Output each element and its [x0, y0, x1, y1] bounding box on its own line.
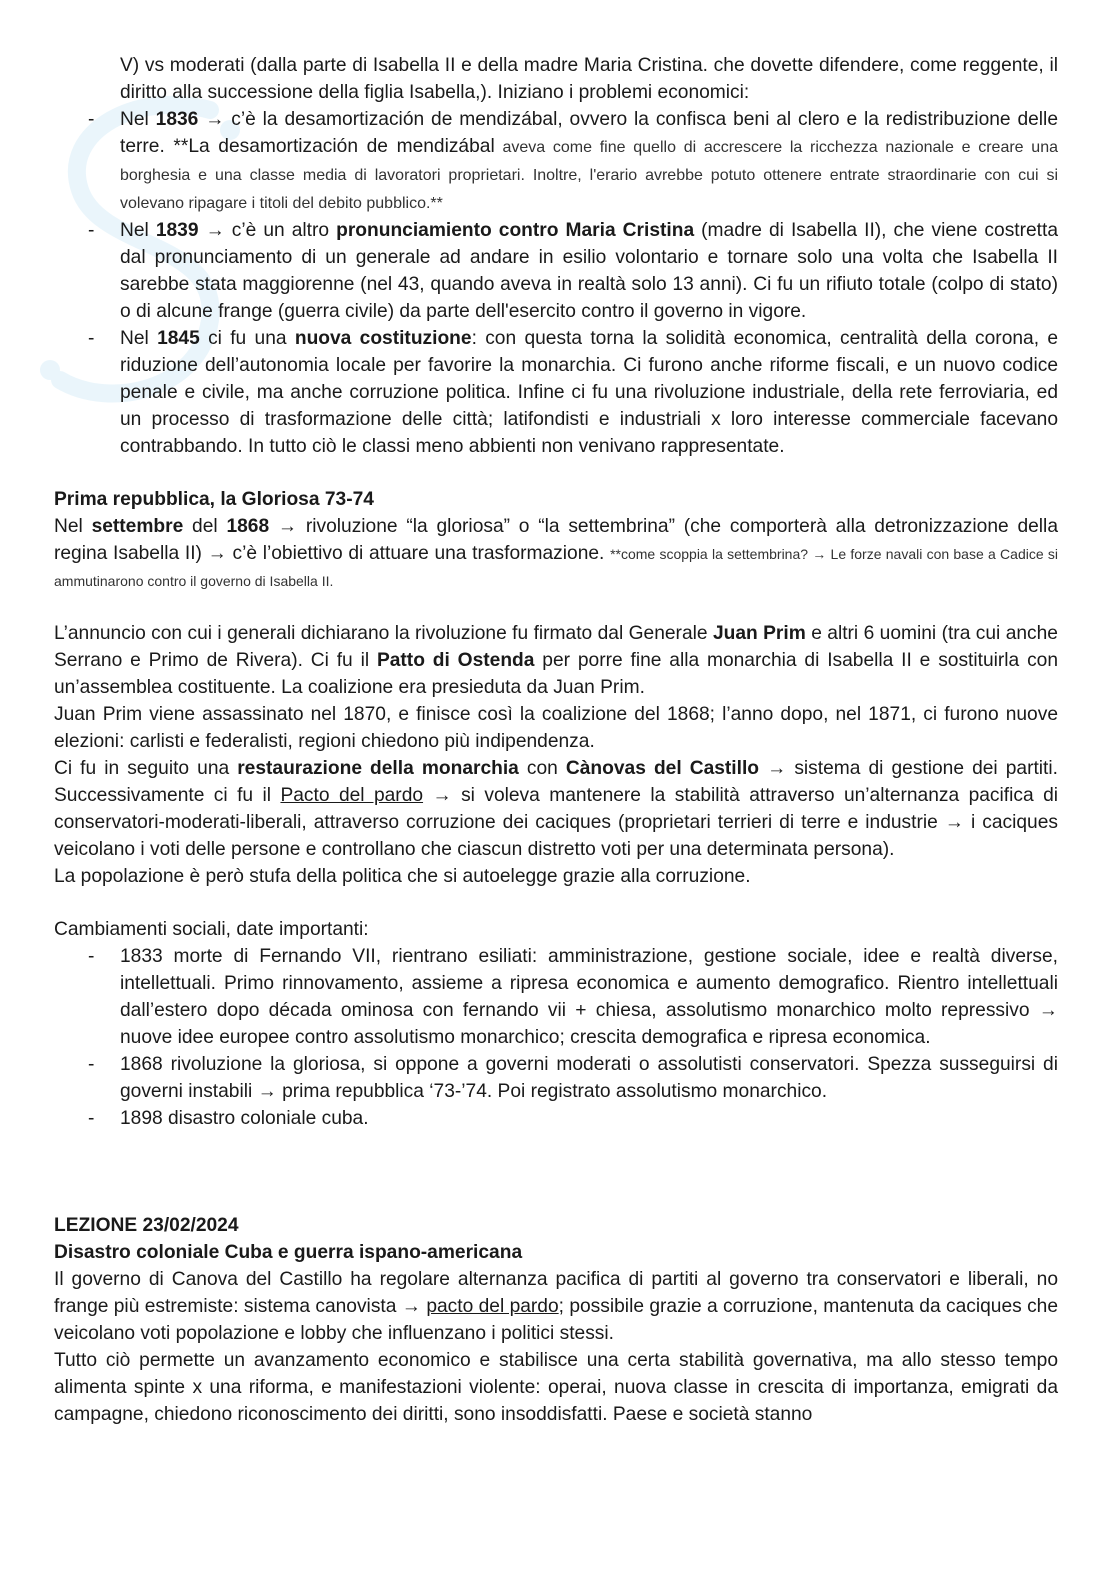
list-item-1845: - Nel 1845 ci fu una nuova costituzione: con questa torna la solidità economica, centralità della corona, e riduzione dell’autonomia locale per favorire la monarchia. Ci furono anche riforme fiscali, e un nuovo codice penale e civile, ma anche corruzione politica. Infine ci fu una rivoluzione industriale, della rete ferroviaria, ed un processo di trasformazione delle città; latifondisti e industriali x loro interesse commerciale facevano contrabbando. In tutto ciò le classi meno abbienti non venivano rappresentate. — [54, 325, 1058, 460]
paragraph-settembre-1868: Nel settembre del 1868 → rivoluzione “la gloriosa” o “la settembrina” (che comporterà alla detronizzazione della regina Isabella II) → c’è l’obiettivo di attuare una trasformazione. **come scoppia la settembrina? → Le forze navali con base a Cadice si ammutinarono contro il governo di Isabella II. — [54, 516, 1058, 589]
lesson-heading: LEZIONE 23/02/2024 — [54, 1215, 239, 1236]
paragraph-assassinio: Juan Prim viene assassinato nel 1870, e finisce così la coalizione del 1868; l’anno dopo, nel 1871, ci furono nuove elezioni: carlisti e federalisti, regioni chiedono più indipendenza. — [54, 704, 1058, 752]
events-list — [54, 106, 1058, 460]
list-item: - 1898 disastro coloniale cuba. — [54, 1105, 1058, 1132]
section-title-disastro-cuba: Disastro coloniale Cuba e guerra ispano-americana — [54, 1242, 523, 1263]
paragraph-avanzamento: Tutto ciò permette un avanzamento economico e stabilisce una certa stabilità governativa, ma allo stesso tempo alimenta spinte x una riforma, e manifestazioni violente: operai, nuova classe in crescita di importanza, emigrati da campagne, chiedono riconoscimento dei diritti, sono insoddisfatti. Paese e società stanno — [54, 1350, 1058, 1425]
list-item-1839: - Nel 1839 → c’è un altro pronunciamiento contro Maria Cristina (madre di Isabella II), che viene costretta dal pronunciamento di un generale ad andare in esilio volontario e tornare solo una volta che Isabella II sarebbe stata maggiorenne (nel 43, quando aveva in realtà solo 13 anni). Ci fu un rifiuto totale (colpo di stato) o di alcune frange (guerra civile) da parte dell'esercito contro il governo in vigore. — [54, 217, 1058, 325]
list-item-1836: - Nel 1836 → c’è la desamortización de mendizábal, ovvero la confisca beni al clero e la redistribuzione delle terre. **La desamortización de mendizábal aveva come fine quello di accrescere la ricchezza nazionale e creare una borghesia e una classe media di lavoratori proprietari. Inoltre, l'erario avrebbe potuto ottenere entrate straordinarie con cui si volevano ripagare i titoli del debito pubblico.** — [54, 106, 1058, 217]
paragraph-popolazione: La popolazione è però stufa della politica che si autoelegge grazie alla corruzione. — [54, 866, 751, 887]
note-settembrina: **come scoppia la settembrina? → Le forze navali con base a Cadice si ammutinarono contro il governo di Isabella II. — [54, 546, 1058, 589]
paragraph-cambiamenti-intro: Cambiamenti sociali, date importanti: — [54, 919, 369, 940]
section-title-prima-repubblica: Prima repubblica, la Gloriosa 73-74 — [54, 489, 374, 510]
cambiamenti-list — [54, 943, 1058, 1132]
note-desamortizacion: aveva come fine quello di accrescere la ricchezza nazionale e creare una borghesia e una classe media di lavoratori proprietari. Inoltre, l'erario avrebbe potuto ottenere entrate straordinarie con cui si volevano ripagare i titoli del debito pubblico.** — [120, 139, 1058, 212]
paragraph-juan-prim: L’annuncio con cui i generali dichiarano la rivoluzione fu firmato dal Generale Juan Prim e altri 6 uomini (tra cui anche Serrano e Primo de Rivera). Ci fu il Patto di Ostenda per porre fine alla monarchia di Isabella II e sostituirla con un’assemblea costituente. La coalizione era presieduta da Juan Prim. — [54, 623, 1059, 698]
list-item: - 1833 morte di Fernando VII, rientrano esiliati: amministrazione, gestione sociale, idee e realtà diverse, intellettuali. Primo rinnovamento, assieme a ripresa economica e aumento demografico. Rientro intellettuali dall’estero dopo década ominosa con fernando vii + chiesa, assolutismo monarchico molto repressivo → nuove idee europee contro assolutismo monarchico; crescita demografica e ripresa economica. — [54, 943, 1058, 1051]
paragraph-canova: Il governo di Canova del Castillo ha regolare alternanza pacifica di partiti al governo tra conservatori e liberali, no frange più estremiste: sistema canovista → pacto del pardo; possibile grazie a corruzione, mantenuta da caciques che veicolano voti popolazione e lobby che influenzano i politici stessi. — [54, 1269, 1059, 1344]
list-item: - 1868 rivoluzione la gloriosa, si oppone a governi moderati o assolutisti conservatori. Spezza susseguirsi di governi instabili → prima repubblica ‘73-’74. Poi registrato assolutismo monarchico. — [54, 1051, 1058, 1105]
paragraph-restaurazione: Ci fu in seguito una restaurazione della monarchia con Cànovas del Castillo → sistema di gestione dei partiti. Successivamente ci fu il Pacto del pardo → si voleva mantenere la stabilità attraverso un’alternanza pacifica di conservatori-moderati-liberali, attraverso corruzione dei caciques (proprietari terrieri di terre e industrie → i caciques veicolano i voti delle persone e controllano che ciascun distretto voti per una determinata persona). — [54, 758, 1058, 860]
paragraph-intro: V) vs moderati (dalla parte di Isabella II e della madre Maria Cristina. che dovette difendere, come reggente, il diritto alla successione della figlia Isabella,). Iniziano i problemi economici: — [120, 55, 1058, 103]
document-body — [54, 52, 1058, 1428]
